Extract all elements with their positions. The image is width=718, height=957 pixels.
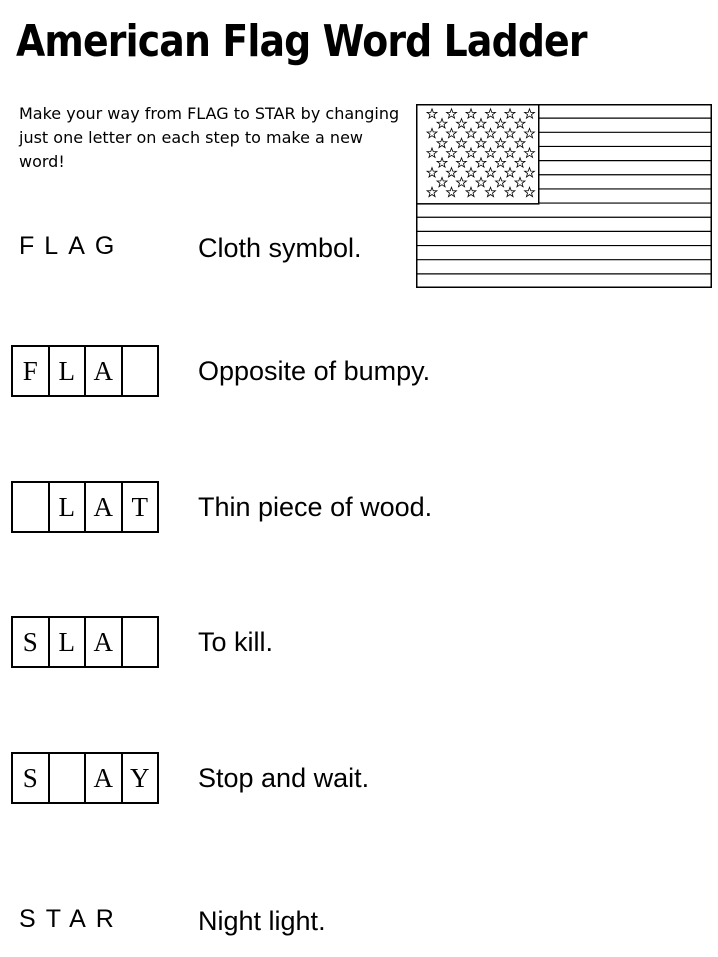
letter-box: L <box>50 347 87 395</box>
instructions-text: Make your way from FLAG to STAR by changing just one letter on each step to make a new word! <box>19 104 400 171</box>
clue-text: Stop and wait. <box>198 763 370 793</box>
start-word: FLAG <box>19 232 125 260</box>
clue-text: Thin piece of wood. <box>198 492 433 522</box>
letter-box: S <box>13 618 50 666</box>
letter-box: S <box>13 754 50 802</box>
ladder-step-5 <box>0 752 718 812</box>
letter-box: Y <box>130 763 150 793</box>
clue-text: To kill. <box>198 627 274 657</box>
clue-text: Opposite of bumpy. <box>198 356 431 386</box>
letter-box: A <box>86 754 123 802</box>
letter-box-blank[interactable] <box>123 347 158 395</box>
letter-boxes <box>11 481 159 533</box>
page-title: American Flag Word Ladder <box>16 16 587 67</box>
letter-box: A <box>86 483 123 531</box>
clue-text: Night light. <box>198 906 326 936</box>
ladder-step-4 <box>0 616 718 676</box>
clue-text: Cloth symbol. <box>198 233 362 263</box>
letter-boxes <box>11 616 159 668</box>
letter-box-blank[interactable] <box>13 483 50 531</box>
letter-box: A <box>86 347 123 395</box>
ladder-step-1 <box>0 222 718 282</box>
letter-box: L <box>50 483 87 531</box>
letter-box: T <box>131 492 148 522</box>
ladder-step-6 <box>0 895 718 955</box>
letter-boxes <box>11 752 159 804</box>
ladder-step-2 <box>0 345 718 405</box>
letter-box-blank[interactable] <box>123 618 158 666</box>
letter-box: F <box>13 347 50 395</box>
letter-box: L <box>50 618 87 666</box>
ladder-step-3 <box>0 481 718 541</box>
letter-boxes <box>11 345 159 397</box>
letter-box-blank[interactable] <box>50 754 87 802</box>
letter-box: A <box>86 618 123 666</box>
end-word: STAR <box>19 905 124 933</box>
